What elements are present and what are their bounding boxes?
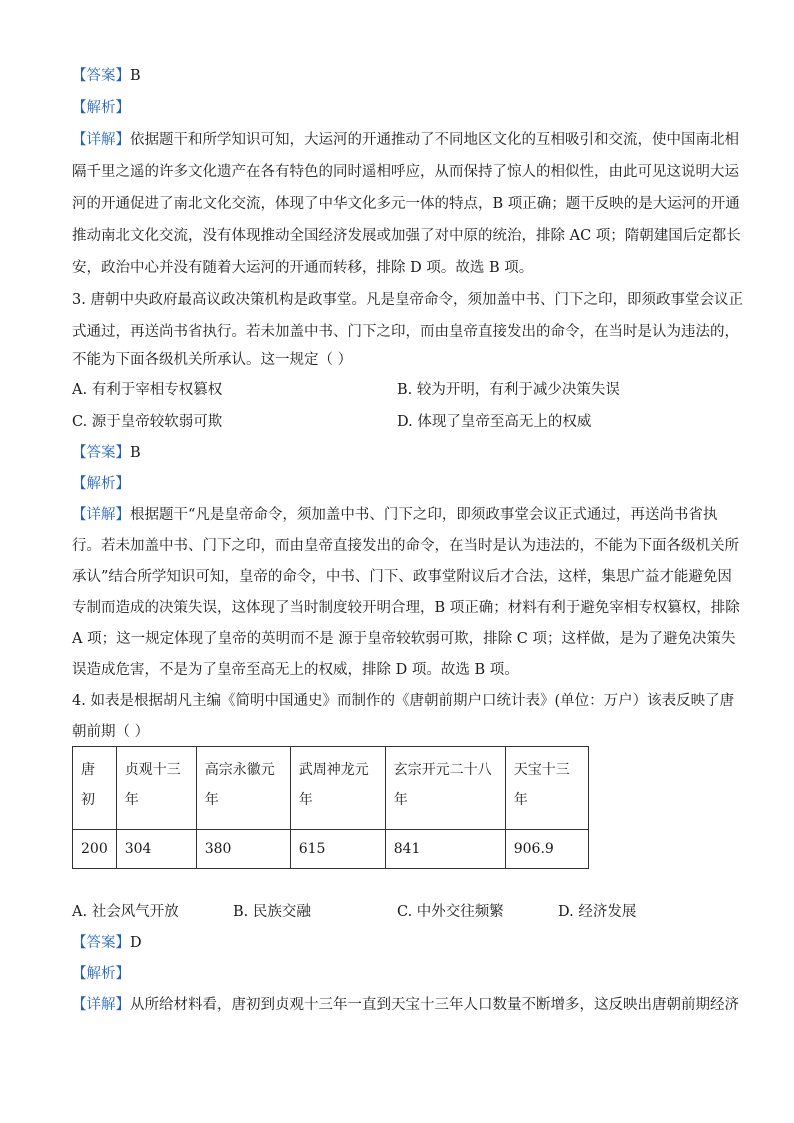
table-header-cell: 贞观十三 年: [116, 747, 196, 830]
q3-detail-line-4: 专制而造成的决策失误，这体现了当时制度较开明合理，B 项正确；材料有利于避免宰相专权篡权，排除: [72, 600, 740, 616]
table-cell: 906.9: [505, 830, 588, 869]
q3-detail-line-6: 误造成危害，不是为了皇帝至高无上的权威，排除 D 项。故选 B 项。: [72, 662, 519, 678]
q3-stem-line-3: 不能为下面各级机关所承认。这一规定（ ）: [72, 352, 353, 368]
q2-answer: 【答案】B: [72, 68, 141, 84]
q3-stem-line-2: 式通过，再送尚书省执行。若未加盖中书、门下之印，而由皇帝直接发出的命令，在当时是认为违法的，: [72, 324, 739, 340]
q2-detail-line-1: 【详解】依据题干和所学知识可知，大运河的开通推动了不同地区文化的互相吸引和交流，使中国南北相: [72, 132, 739, 148]
q3-detail-line-5: A 项；这一规定体现了皇帝的英明而不是 源于皇帝较软弱可欺，排除 C 项；这样做，是为了避免决策失: [72, 631, 736, 647]
q3-stem-line-1: 3. 唐朝中央政府最高议政决策机构是政事堂。凡是皇帝命令，须加盖中书、门下之印，即须政事堂会议正: [72, 292, 743, 308]
table-cell: 841: [385, 830, 505, 869]
q3-option-a: A. 有利于宰相专权篡权: [72, 382, 223, 398]
q4-detail-line-1: 【详解】从所给材料看，唐初到贞观十三年一直到天宝十三年人口数量不断增多，这反映出唐朝前期经济: [72, 997, 739, 1013]
table-cell: 380: [196, 830, 290, 869]
q4-analysis-tag: 【解析】: [72, 966, 130, 982]
table-header-cell: 高宗永徽元 年: [196, 747, 290, 830]
q2-detail-line-3: 河的开通促进了南北文化交流，体现了中华文化多元一体的特点，B 项正确；题干反映的是大运河的开通: [72, 196, 740, 212]
q4-answer: 【答案】D: [72, 935, 142, 951]
q4-stem-line-1: 4. 如表是根据胡凡主编《简明中国通史》而制作的《唐朝前期户口统计表》(单位：万户）该表反映了唐: [72, 693, 735, 709]
q3-option-b: B. 较为开明，有利于减少决策失误: [397, 382, 620, 398]
q4-stem-line-2: 朝前期（ ）: [72, 724, 150, 740]
table-header-cell: 武周神龙元 年: [290, 747, 385, 830]
table-header-cell: 唐 初: [73, 747, 117, 830]
table-cell: 304: [116, 830, 196, 869]
q2-detail-line-4: 推动南北文化交流，没有体现推动全国经济发展或加强了对中原的统治，排除 AC 项；隋朝建国后定都长: [72, 228, 741, 244]
q3-option-c: C. 源于皇帝较软弱可欺: [72, 414, 223, 430]
q3-analysis-tag: 【解析】: [72, 476, 130, 492]
q4-option-a: A. 社会风气开放: [72, 904, 179, 920]
q4-option-c: C. 中外交往频繁: [397, 904, 504, 920]
table-header-cell: 天宝十三 年: [505, 747, 588, 830]
q3-option-d: D. 体现了皇帝至高无上的权威: [397, 414, 592, 430]
q3-detail-line-1: 【详解】根据题干“凡是皇帝命令，须加盖中书、门下之印，即须政事堂会议正式通过，再送尚书省执: [72, 507, 718, 523]
q3-detail-line-2: 行。若未加盖中书、门下之印，而由皇帝直接发出的命令，在当时是认为违法的，不能为下面各级机关所: [72, 538, 739, 554]
table-header-cell: 玄宗开元二十八 年: [385, 747, 505, 830]
q3-answer: 【答案】B: [72, 445, 141, 461]
q2-detail-line-5: 安，政治中心并没有随着大运河的开通而转移，排除 D 项。故选 B 项。: [72, 260, 534, 276]
q2-analysis-tag: 【解析】: [72, 100, 130, 116]
table-cell: 200: [73, 830, 117, 869]
q2-detail-line-2: 隔千里之遥的许多文化遗产在各有特色的同时遥相呼应，从而保持了惊人的相似性，由此可见这说明大运: [72, 164, 739, 180]
q4-option-d: D. 经济发展: [558, 904, 637, 920]
table-header-row: [73, 747, 589, 830]
population-table: [72, 746, 589, 869]
table-cell: 615: [290, 830, 385, 869]
q3-detail-line-3: 承认”结合所学知识可知，皇帝的命令，中书、门下、政事堂附议后才合法，这样，集思广益才能避免因: [72, 569, 732, 585]
q4-option-b: B. 民族交融: [233, 904, 311, 920]
table-row: [73, 830, 589, 869]
